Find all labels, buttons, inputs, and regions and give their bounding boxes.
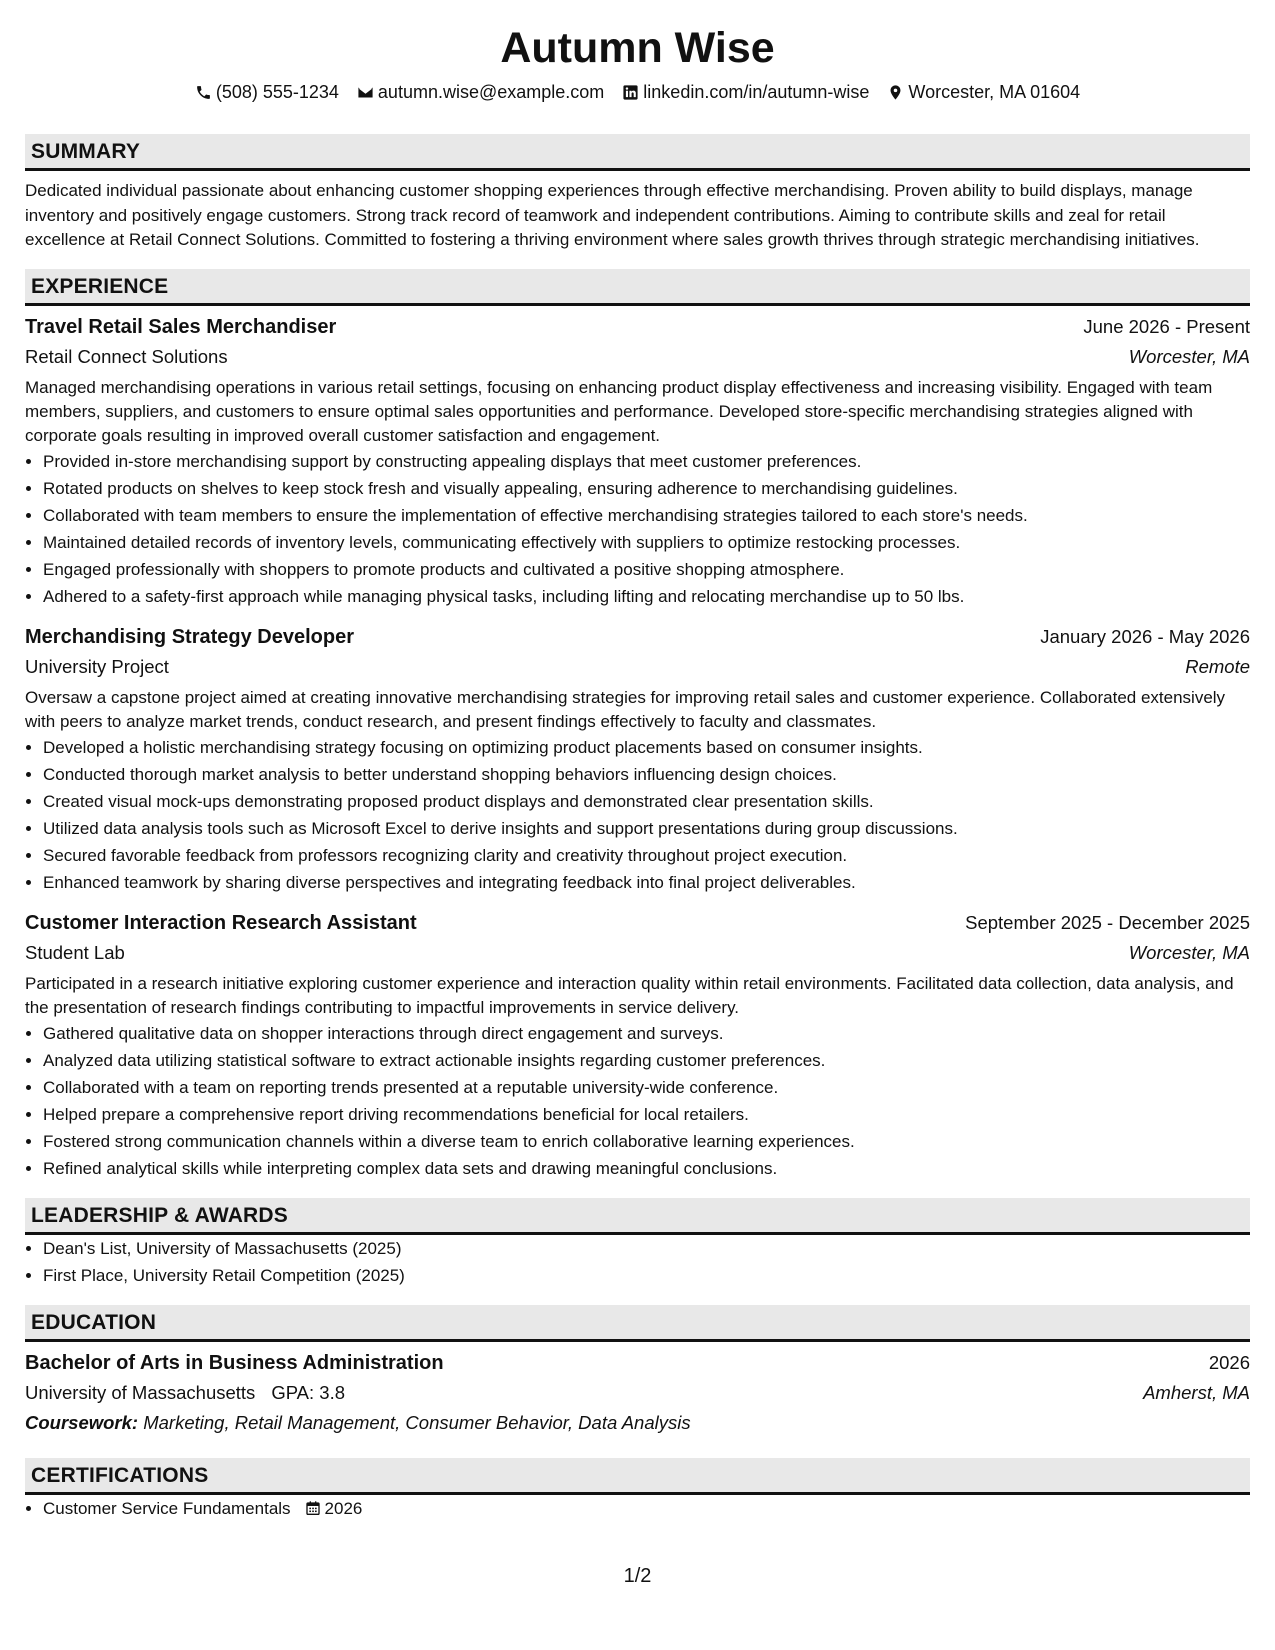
job-entry [25, 908, 1250, 1182]
job-bullet: • Maintained detailed records of inventory levels, communicating effectively with suppliers to optimize restocking processes. [43, 529, 1250, 556]
certification-date [305, 1495, 363, 1522]
job-description: Oversaw a capstone project aimed at creating innovative merchandising strategies for improving retail sales and customer experience. Collaborated extensively with peers to analyze market trends, conduct research, and present findings effectively to faculty and classmates. [25, 687, 1226, 731]
job-location: Remote [1185, 655, 1250, 677]
page-number: 1/2 [623, 1565, 652, 1587]
job-bullet: • Collaborated with team members to ensure the implementation of effective merchandising strategies tailored to each store's needs. [43, 502, 1250, 529]
job-entry [25, 622, 1250, 896]
job-bullet: • Provided in-store merchandising support by constructing appealing displays that meet customer preferences. [43, 448, 1250, 475]
school-location: Amherst, MA [1143, 1381, 1250, 1403]
certifications-list [25, 1495, 1250, 1522]
summary-text: Dedicated individual passionate about enhancing customer shopping experiences through effective merchandising. Proven ability to build displays, manage inventory and positively engage customers. Strong track record of teamwork and independent contributions. Aiming to contribute skills and zeal for retail excellence at Retail Connect Solutions. Committed to fostering a thriving environment where sales growth thrives through strategic merchandising initiatives. [25, 181, 1200, 249]
phone-text: (508) 555-1234 [215, 81, 339, 102]
school-name: University of Massachusetts [25, 1381, 256, 1403]
job-bullet: • Rotated products on shelves to keep stock fresh and visually appealing, ensuring adherence to merchandising guidelines. [43, 475, 1250, 502]
job-bullet: • Fostered strong communication channels within a diverse team to enrich collaborative learning experiences. [43, 1128, 1250, 1155]
job-organization: Student Lab [25, 941, 125, 963]
job-bullet: • Helped prepare a comprehensive report driving recommendations beneficial for local retailers. [43, 1101, 1250, 1128]
job-entry [25, 312, 1250, 610]
job-title: Merchandising Strategy Developer [25, 625, 354, 648]
degree-title: Bachelor of Arts in Business Administration [25, 1351, 444, 1374]
coursework-label: Coursework: [25, 1411, 139, 1433]
job-title: Travel Retail Sales Merchandiser [25, 315, 337, 338]
gpa: GPA: 3.8 [271, 1381, 346, 1403]
envelope-icon [357, 84, 374, 101]
job-dates: June 2026 - Present [1083, 315, 1250, 337]
job-bullet-list [25, 734, 1250, 896]
section-heading-summary: SUMMARY [25, 134, 1250, 171]
job-bullet: • Gathered qualitative data on shopper interactions through direct engagement and surveys. [43, 1020, 1250, 1047]
contact-phone[interactable] [195, 82, 339, 103]
job-organization: University Project [25, 655, 169, 677]
job-location: Worcester, MA [1128, 941, 1250, 963]
section-heading-experience: EXPERIENCE [25, 269, 1250, 306]
award-item: • First Place, University Retail Competition (2025) [43, 1262, 1250, 1289]
map-pin-icon [887, 84, 904, 101]
job-title: Customer Interaction Research Assistant [25, 911, 417, 934]
contact-location [887, 82, 1080, 103]
job-bullet: • Analyzed data utilizing statistical software to extract actionable insights regarding customer preferences. [43, 1047, 1250, 1074]
linkedin-text: linkedin.com/in/autumn-wise [643, 81, 870, 102]
coursework [25, 1408, 1250, 1438]
job-bullet: • Created visual mock-ups demonstrating proposed product displays and demonstrated clear presentation skills. [43, 788, 1250, 815]
graduation-year: 2026 [1208, 1351, 1250, 1373]
section-heading-education: EDUCATION [25, 1305, 1250, 1342]
job-bullet: • Enhanced teamwork by sharing diverse perspectives and integrating feedback into final project deliverables. [43, 869, 1250, 896]
job-bullet: • Utilized data analysis tools such as Microsoft Excel to derive insights and support presentations during group discussions. [43, 815, 1250, 842]
phone-icon [195, 84, 212, 101]
job-bullet: • Collaborated with a team on reporting trends presented at a reputable university-wide conference. [43, 1074, 1250, 1101]
candidate-name: Autumn Wise [500, 24, 775, 72]
section-heading-leadership-awards: LEADERSHIP & AWARDS [25, 1198, 1250, 1235]
job-description: Managed merchandising operations in various retail settings, focusing on enhancing product display effectiveness and increasing visibility. Engaged with team members, suppliers, and customers to ensure optimal sales opportunities and performance. Developed store-specific merchandising strategies aligned with corporate goals resulting in improved overall customer satisfaction and engagement. [25, 377, 1213, 445]
contact-email[interactable] [357, 82, 604, 103]
job-bullet: • Developed a holistic merchandising strategy focusing on optimizing product placements based on consumer insights. [43, 734, 1250, 761]
job-organization: Retail Connect Solutions [25, 345, 228, 367]
job-bullet: • Conducted thorough market analysis to better understand shopping behaviors influencing design choices. [43, 761, 1250, 788]
linkedin-icon [622, 84, 639, 101]
awards-list [25, 1235, 1250, 1289]
calendar-icon [305, 1500, 321, 1516]
job-bullet: • Adhered to a safety-first approach while managing physical tasks, including lifting and relocating merchandise up to 50 lbs. [43, 583, 1250, 610]
certification-name: • Customer Service Fundamentals [43, 1498, 291, 1518]
education-entry [25, 1348, 1250, 1438]
job-bullet-list [25, 1020, 1250, 1182]
certification-item [43, 1495, 1250, 1522]
job-dates: January 2026 - May 2026 [1040, 625, 1250, 647]
certification-year: 2026 [324, 1498, 363, 1518]
job-location: Worcester, MA [1128, 345, 1250, 367]
job-bullet-list [25, 448, 1250, 610]
job-description: Participated in a research initiative exploring customer experience and interaction quality within retail environments. Facilitated data collection, data analysis, and the presentation of research findings contributing to impactful improvements in service delivery. [25, 973, 1234, 1017]
contact-linkedin[interactable] [622, 82, 869, 103]
resume-page [25, 22, 1250, 1522]
award-item: • Dean's List, University of Massachusetts (2025) [43, 1235, 1250, 1262]
school-and-gpa [25, 1378, 345, 1408]
job-dates: September 2025 - December 2025 [965, 911, 1250, 933]
job-bullet: • Secured favorable feedback from professors recognizing clarity and creativity throughout project execution. [43, 842, 1250, 869]
job-bullet: • Refined analytical skills while interpreting complex data sets and drawing meaningful conclusions. [43, 1155, 1250, 1182]
contact-bar [25, 80, 1250, 104]
location-text: Worcester, MA 01604 [908, 81, 1081, 102]
email-text: autumn.wise@example.com [377, 81, 605, 102]
job-bullet: • Engaged professionally with shoppers to promote products and cultivated a positive shopping atmosphere. [43, 556, 1250, 583]
coursework-list: Marketing, Retail Management, Consumer Behavior, Data Analysis [143, 1411, 691, 1433]
section-heading-certifications: CERTIFICATIONS [25, 1458, 1250, 1495]
